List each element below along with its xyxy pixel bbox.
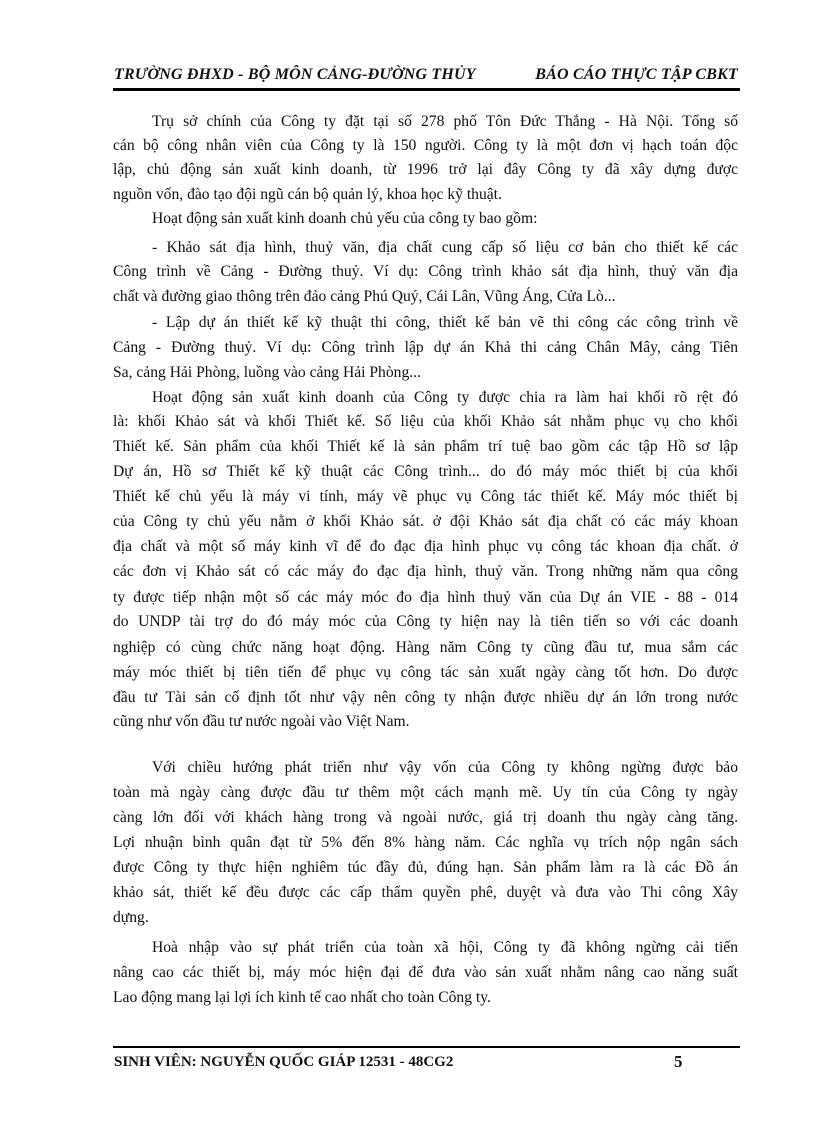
paragraph-5-line: các đơn vị Khảo sát có các máy đo đạc địa hình, thuỷ văn. Trong những năm qua công xyxy=(113,563,738,580)
paragraph-6-line: dựng. xyxy=(113,909,149,926)
paragraph-6-line: Lợi nhuận bình quân đạt từ 5% đến 8% hàng năm. Các nghĩa vụ trích nộp ngân sách xyxy=(113,834,738,851)
paragraph-4-line: Cảng - Đường thuỷ. Ví dụ: Công trình lập dự án Khả thi cảng Chân Mây, cảng Tiên xyxy=(113,339,738,356)
paragraph-4-line: - Lập dự án thiết kế kỹ thuật thi công, thiết kế bản vẽ thi công các công trình về xyxy=(152,314,738,331)
paragraph-5-line: máy móc thiết bị tiên tiến để phục vụ công tác sản xuất ngày càng tốt hơn. Do được xyxy=(113,664,738,681)
paragraph-3-line: Công trình về Cảng - Đường thuỷ. Ví dụ: Công trình khảo sát địa hình, thuỷ văn địa xyxy=(113,263,738,280)
paragraph-3-line: chất và đường giao thông trên đảo cảng Phú Quý, Cái Lân, Vũng Áng, Cửa Lò... xyxy=(113,288,616,305)
paragraph-6-line: càng lớn đối với khách hàng trong và ngoài nước, giá trị doanh thu ngày càng tăng. xyxy=(113,809,738,826)
paragraph-5-line: đầu tư Tài sản cố định tốt như vậy nên công ty nhận được nhiều dự án lớn trong nước xyxy=(113,689,738,706)
paragraph-7-line: nâng cao các thiết bị, máy móc hiện đại để đưa vào sản xuất nhằm nâng cao năng suất xyxy=(113,964,738,981)
paragraph-1-line: lập, chủ động sản xuất kinh doanh, từ 1996 trở lại đây Công ty đã xây dựng được xyxy=(113,161,738,178)
paragraph-5-line: Thiết kế chủ yếu là máy vi tính, máy vẽ phục vụ Công tác thiết kế. Máy móc thiết bị xyxy=(113,488,738,505)
paragraph-1-line: cán bộ công nhân viên của Công ty là 150 người. Công ty là một đơn vị hạch toán độc xyxy=(113,137,738,154)
paragraph-1-line: Trụ sở chính của Công ty đặt tại số 278 phố Tôn Đức Thắng - Hà Nội. Tổng số xyxy=(152,113,738,130)
footer-rule xyxy=(113,1046,740,1048)
paragraph-6-line: toàn mà ngày càng được đầu tư thêm một cách mạnh mẽ. Uy tín của Công ty ngày xyxy=(113,784,738,801)
paragraph-6-line: Với chiều hướng phát triển như vậy vốn của Công ty không ngừng được bảo xyxy=(152,759,738,776)
paragraph-5-line: do UNDP tài trợ do đó máy móc của Công ty hiện nay là tiên tiến so với các doanh xyxy=(113,613,738,630)
paragraph-5-line: của Công ty chủ yếu nằm ở khối Khảo sát. ở đội Khảo sát địa chất có các máy khoan xyxy=(113,513,738,530)
paragraph-6-line: được Công ty thực hiện nghiêm túc đầy đủ, đúng hạn. Sản phẩm làm ra là các Đồ án xyxy=(113,859,738,876)
paragraph-6-line: khảo sát, thiết kế đều được các cấp thẩm quyền phê, duyệt và đưa vào Thi công Xây xyxy=(113,884,738,901)
paragraph-5-line: Dự án, Hồ sơ Thiết kế kỹ thuật các Công trình... do đó máy móc thiết bị của khối xyxy=(113,463,738,480)
paragraph-2-line: Hoạt động sản xuất kinh doanh chủ yếu của công ty bao gồm: xyxy=(152,210,538,227)
paragraph-5-line: Thiết kế. Sản phẩm của khối Thiết kế là sản phẩm trí tuệ bao gồm các tập Hồ sơ lập xyxy=(113,438,738,455)
page-number: 5 xyxy=(674,1052,683,1071)
header-rule xyxy=(113,88,740,91)
header-department: TRƯỜNG ĐHXD - BỘ MÔN CẢNG-ĐƯỜNG THỦY xyxy=(114,66,476,83)
paragraph-1-line: nguồn vốn, đào tạo đội ngũ cán bộ quản lý, khoa học kỹ thuật. xyxy=(113,186,502,203)
paragraph-4-line: Sa, cảng Hải Phòng, luồng vào cảng Hải Phòng... xyxy=(113,364,421,381)
paragraph-7-line: Lao động mang lại lợi ích kinh tế cao nhất cho toàn Công ty. xyxy=(113,989,491,1006)
paragraph-7-line: Hoà nhập vào sự phát triển của toàn xã hội, Công ty đã không ngừng cải tiến xyxy=(152,939,738,956)
paragraph-3-line: - Khảo sát địa hình, thuỷ văn, địa chất cung cấp số liệu cơ bản cho thiết kế các xyxy=(152,239,738,256)
footer-student-info: SINH VIÊN: NGUYỄN QUỐC GIÁP 12531 - 48CG2 xyxy=(114,1054,454,1070)
paragraph-5-line: Hoạt động sản xuất kinh doanh của Công ty được chia ra làm hai khối rõ rệt đó xyxy=(152,389,738,406)
paragraph-5-line: địa chất và một số máy kinh vĩ để đo đạc địa hình phục vụ công tác khoan địa chất. ở xyxy=(113,538,738,555)
paragraph-5-line: là: khối Khảo sát và khối Thiết kế. Số liệu của khối Khảo sát nhằm phục vụ cho khối xyxy=(113,413,738,430)
paragraph-5-line: ty được tiếp nhận một số các máy móc đo địa hình thuỷ văn của Dự án VIE - 88 - 014 xyxy=(113,589,738,606)
paragraph-5-line: nghiệp có cùng chức năng hoạt động. Hàng năm Công ty cũng đầu tư, mua sắm các xyxy=(113,639,738,656)
paragraph-5-line: cũng như vốn đầu tư nước ngoài vào Việt Nam. xyxy=(113,713,410,730)
header-report-title: BÁO CÁO THỰC TẬP CBKT xyxy=(535,66,738,83)
